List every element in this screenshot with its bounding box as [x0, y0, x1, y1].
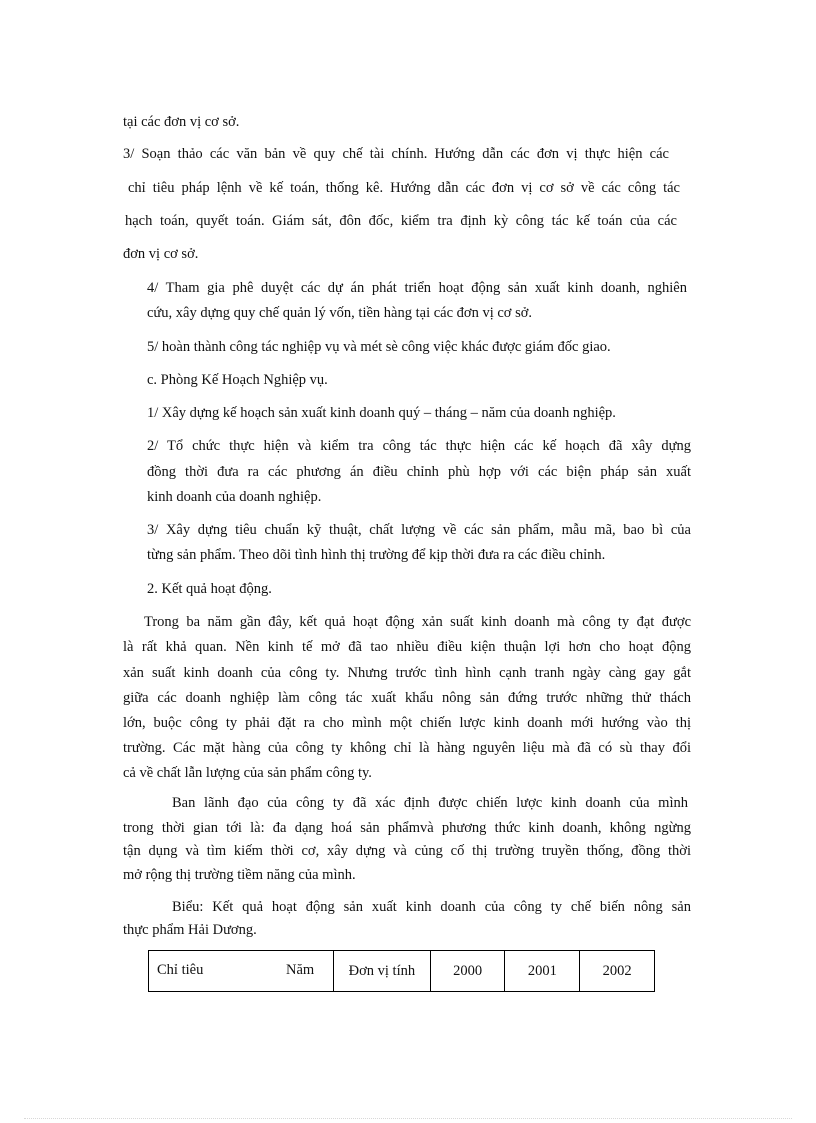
header-year-2001: 2001 [505, 951, 580, 992]
text-line: từng sản phẩm. Theo dõi tình hình thị trường để kịp thời đưa ra các điều chỉnh. [147, 547, 606, 563]
header-indicator-cell [149, 951, 334, 992]
text-line: cả về chất lẫn lượng của sản phẩm công ty. [123, 765, 372, 781]
text-line: kinh doanh của doanh nghiệp. [147, 489, 322, 505]
text-line: Ban lãnh đạo của công ty đã xác định được chiến lược kinh doanh của mình [172, 795, 688, 811]
text-line: xản suất kinh doanh của công ty. Nhưng trước tình hình cạnh tranh ngày càng gay gắt [123, 665, 691, 681]
header-unit: Đơn vị tính [334, 951, 431, 992]
header-indicator: Chỉ tiêu [157, 962, 204, 978]
text-line: 3/ Soạn thảo các văn bản về quy chế tài chính. Hướng dẫn các đơn vị thực hiện các [123, 146, 669, 162]
text-line: lớn, buộc công ty phải đặt ra cho mình một chiến lược kinh doanh mới hướng vào thị [123, 715, 691, 731]
text-line: đơn vị cơ sở. [123, 246, 199, 262]
header-year-2002: 2002 [580, 951, 655, 992]
text-line: giữa các doanh nghiệp làm công tác xuất khẩu nông sản đứng trước những thử thách [123, 690, 691, 706]
text-line: 5/ hoàn thành công tác nghiệp vụ và mét sè công việc khác được giám đốc giao. [147, 339, 611, 355]
text-line: Trong ba năm gần đây, kết quả hoạt động xản suất kinh doanh mà công ty đạt được [144, 614, 691, 630]
text-line: đồng thời đưa ra các phương án điều chỉnh phù hợp với các biện pháp sản xuất [147, 464, 691, 480]
text-line: 2/ Tổ chức thực hiện và kiểm tra công tác thực hiện các kế hoạch đã xây dựng [147, 438, 691, 454]
text-line: cứu, xây dựng quy chế quản lý vốn, tiền hàng tại các đơn vị cơ sở. [147, 305, 533, 321]
results-table [148, 950, 655, 992]
section-heading: 2. Kết quả hoạt động. [147, 581, 272, 597]
text-line: là rất khả quan. Nền kinh tế mở đã tao nhiều điều kiện thuận lợi hơn cho hoạt động [123, 639, 691, 655]
text-line: tại các đơn vị cơ sở. [123, 114, 240, 130]
text-line: chỉ tiêu pháp lệnh về kế toán, thống kê. Hướng dẫn các đơn vị cơ sở về các công tác [128, 180, 680, 196]
text-line: hạch toán, quyết toán. Giám sát, đôn đốc, kiểm tra định kỳ công tác kế toán của các [125, 213, 677, 229]
page-bottom-rule [24, 1118, 792, 1119]
text-line: 4/ Tham gia phê duyệt các dự án phát triển hoạt động sản xuất kinh doanh, nghiên [147, 280, 687, 296]
text-line: Biểu: Kết quả hoạt động sản xuất kinh doanh của công ty chế biến nông sản [172, 899, 691, 915]
text-line: mở rộng thị trường tiềm năng của mình. [123, 867, 356, 883]
text-line: thực phẩm Hải Dương. [123, 922, 257, 938]
header-year-2000: 2000 [430, 951, 505, 992]
header-year-label: Năm [286, 962, 315, 978]
text-line: trong thời gian tới là: đa dạng hoá sản phẩmvà phương thức kinh doanh, không ngừng [123, 820, 691, 836]
text-line: 1/ Xây dựng kế hoạch sản xuất kinh doanh quý – tháng – năm của doanh nghiệp. [147, 405, 616, 421]
text-line: 3/ Xây dựng tiêu chuẩn kỹ thuật, chất lượng về các sản phẩm, mẫu mã, bao bì của [147, 522, 691, 538]
text-line: tận dụng và tìm kiếm thời cơ, xây dựng và củng cố thị trường truyền thống, đồng thời [123, 843, 691, 859]
table-header-row [149, 951, 655, 992]
section-heading: c. Phòng Kế Hoạch Nghiệp vụ. [147, 372, 328, 388]
text-line: trường. Các mặt hàng của công ty không chỉ là hàng nguyên liệu mà đã có sù thay đổi [123, 740, 691, 756]
